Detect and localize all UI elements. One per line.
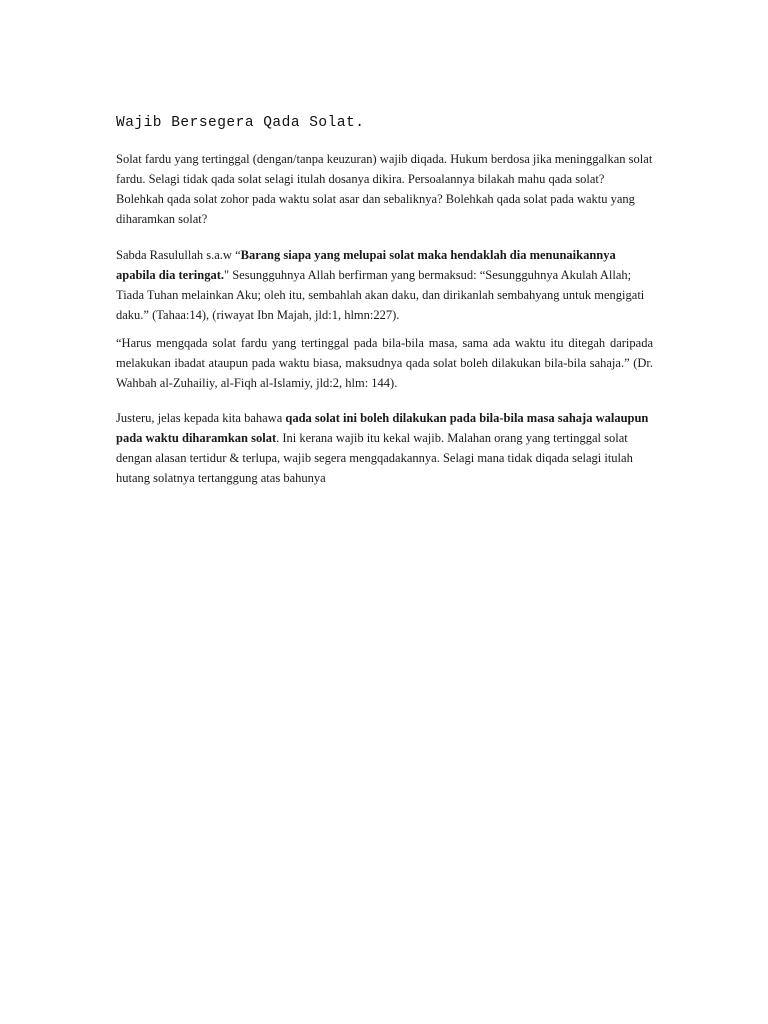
paragraph-4 xyxy=(116,408,653,488)
paragraph-2-rest: " Sesungguhnya Allah berfirman yang bermaksud: “Sesungguhnya Akulah Allah; Tiada Tuhan melainkan Aku; oleh itu, sembahlah akan daku, dan dirikanlah sembahyang untuk mengigati daku.” (Tahaa:14), (riwayat Ibn Majah, jld:1, hlmn:227). xyxy=(116,268,645,322)
paragraph-4-intro: Justeru, jelas kepada kita bahawa xyxy=(116,411,286,425)
paragraph-2-hadith-bold: Barang siapa yang melupai solat maka hendaklah dia menunaikannya apabila dia teringat. xyxy=(116,248,616,282)
paragraph-3: “Harus mengqada solat fardu yang tertinggal pada bila-bila masa, sama ada waktu itu ditegah daripada melakukan ibadat ataupun pada waktu biasa, maksudnya qada solat boleh dilakukan bila-bila sahaja.” (Dr. Wahbah al-Zuhailiy, al-Fiqh al-Islamiy, jld:2, hlm: 144). xyxy=(116,336,653,390)
paragraph-1: Solat fardu yang tertinggal (dengan/tanpa keuzuran) wajib diqada. Hukum berdosa jika meninggalkan solat fardu. Selagi tidak qada solat selagi itulah dosanya dikira. Persoalannya bilakah mahu qada solat? Bolehkah qada solat zohor pada waktu solat asar dan sebaliknya? Bolehkah qada solat pada waktu yang diharamkan solat? xyxy=(116,152,653,226)
paragraph-2-intro: Sabda Rasulullah s.a.w “ xyxy=(116,248,241,262)
paragraph-4-rest: . Ini kerana wajib itu kekal wajib. Malahan orang yang tertinggal solat dengan alasan tertidur & terlupa, wajib segera mengqadakannya. Selagi mana tidak diqada selagi itulah hutang solatnya tertanggung atas bahunya xyxy=(116,431,633,485)
paragraph-4-bold: qada solat ini boleh dilakukan pada bila-bila masa sahaja walaupun pada waktu diharamkan solat xyxy=(116,411,649,445)
paragraph-2 xyxy=(116,245,653,325)
document-title: Wajib Bersegera Qada Solat. xyxy=(116,115,365,131)
